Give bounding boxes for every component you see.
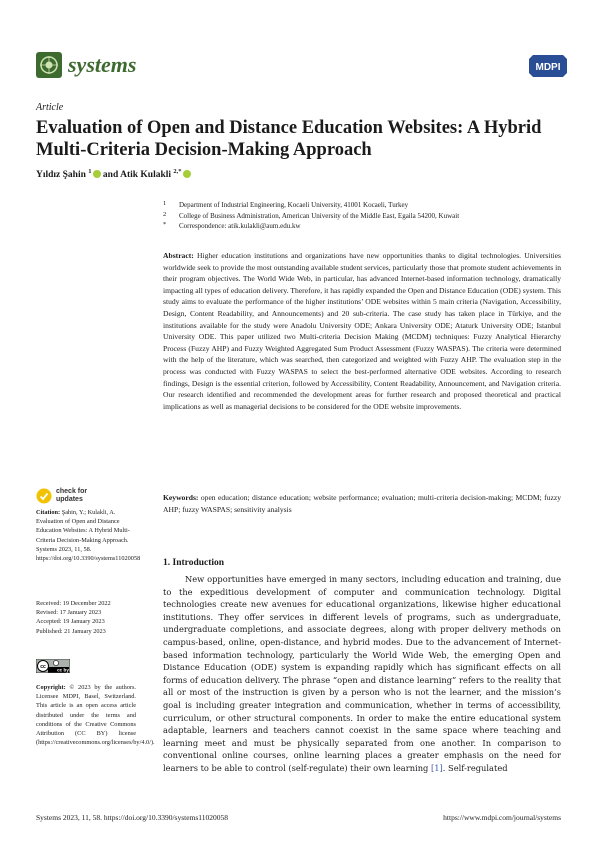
orcid-icon[interactable]: [93, 170, 101, 178]
check-for-updates-badge[interactable]: [36, 488, 98, 504]
keywords: [163, 492, 561, 515]
received-date: Received: 19 December 2022: [36, 600, 111, 607]
article-title: Evaluation of Open and Distance Education Websites: A Hybrid Multi-Criteria Decision-Making Approach: [36, 118, 542, 160]
affiliation-item: [163, 211, 563, 222]
orcid-icon[interactable]: [183, 170, 191, 178]
cc-license-badge[interactable]: [36, 658, 70, 677]
introduction-body: [163, 573, 561, 775]
reference-link[interactable]: [1]: [431, 762, 443, 773]
journal-emblem-icon: [36, 52, 62, 78]
accepted-date: Accepted: 19 January 2023: [36, 618, 105, 626]
check-updates-icon: [36, 488, 52, 504]
correspondence-text[interactable]: Correspondence: atik.kulakli@aum.edu.kw: [179, 222, 301, 230]
citation-label: Citation:: [36, 509, 61, 516]
journal-logo[interactable]: [36, 52, 136, 78]
revised-date: Revised: 17 January 2023: [36, 609, 102, 617]
section-heading: 1. Introduction: [163, 558, 225, 568]
svg-text:cc: cc: [40, 664, 46, 670]
published-date: Published: 21 January 2023: [36, 627, 106, 635]
affiliation-item: [163, 200, 563, 211]
copyright-label: Copyright:: [36, 684, 66, 691]
abstract-label: Abstract:: [163, 251, 194, 260]
copyright-text: © 2023 by the authors. Licensee MDPI, Basel, Switzerland. This article is an open access article distributed under the terms and conditions of the Creative Commons Attribution (CC BY) license (https://creativecommons.org/licenses/by/4.0/).: [36, 684, 155, 747]
author-name[interactable]: Yıldız Şahin: [36, 170, 86, 181]
abstract: [163, 250, 561, 412]
citation-block: [36, 508, 141, 563]
author-list: [36, 168, 191, 180]
affiliation-text: Department of Industrial Engineering, Kocaeli University, 41001 Kocaeli, Turkey: [179, 201, 409, 209]
footer-journal-url[interactable]: https://www.mdpi.com/journal/systems: [443, 813, 561, 822]
keywords-text: open education; distance education; website performance; evaluation; multi-criteria decision-making; MCDM; fuzzy AHP; fuzzy WASPAS; sensitivity analysis: [163, 493, 561, 514]
copyright-block: [36, 683, 155, 747]
abstract-text: Higher education institutions and organizations have new opportunities thanks to digital technologies. Universities worldwide seek to provide the most outstanding available student services, particularly those that promote student achievements in their program objectives. The World Wide Web, in particular, has advanced Internet-based information technology, dramatically impacting all types of education delivery. Therefore, it has rapidly expanded the Open and Distance Education (ODE) system. This study aims to evaluate the performance of the higher institutions’ ODE websites within 5 main criteria (Navigation, Accessibility, Design, Content Readability, and Announcements) and 20 sub-criteria. The case study has taken place in Türkiye, and the institutions available for the study were Anadolu University ODE; Ankara University ODE; Ataturk University ODE; Istanbul University ODE. This paper utilized two Multi-criteria Decision Making (MCDM) techniques: Fuzzy Analytical Hierarchy Process (Fuzzy AHP) and Fuzzy Weighted Aggregated Sum Product Assessment (Fuzzy WASPAS). The criteria were determined with the help of the literature, which was searched, then categorized and weighted with Fuzzy AHP. The evaluation step in the process was conducted with Fuzzy WASPAS to select the best-performed alternative ODE websites. According to research findings, Design is the essential criterion, followed by Accessibility, Content Readability, Announcement, and Navigation criteria. Our research identified and recommended the development areas for further research and proposed theoretical and practical implications as well as managerial decisions to be considered for the ODE website improvements.: [163, 251, 561, 411]
keywords-label: Keywords:: [163, 493, 199, 502]
affiliation-item: [163, 221, 563, 232]
affiliation-number: *: [163, 221, 167, 228]
affiliation-text: College of Business Administration, American University of the Middle East, Egaila 54200, Kuwait: [179, 211, 460, 220]
author-name[interactable]: Atik Kulakli: [120, 170, 172, 181]
footer-citation[interactable]: Systems 2023, 11, 58. https://doi.org/10.3390/systems11020058: [36, 813, 229, 822]
license-badge-text: cc by: [57, 667, 69, 673]
mdpi-logo-text: MDPI: [535, 62, 561, 73]
article-type: Article: [36, 102, 64, 113]
body-paragraph: [163, 573, 561, 775]
publisher-logo[interactable]: [529, 55, 567, 81]
affiliation-number: 2: [163, 210, 167, 218]
citation-text[interactable]: Şahin, Y.; Kulakli, A. Evaluation of Open and Distance Education Websites: A Hybrid Multi-Criteria Decision-Making Approach. Systems 2023, 11, 58. https://doi.org/10.3390/systems11020058: [36, 509, 141, 563]
affiliations: [163, 200, 563, 232]
affiliation-number: 1: [163, 200, 167, 207]
mdpi-logo-icon: [529, 55, 567, 77]
check-updates-text: check for updates: [56, 488, 88, 503]
cc-by-icon: [36, 659, 70, 673]
journal-name: systems: [68, 52, 137, 77]
author-affiliation-mark: 1: [88, 168, 92, 175]
publication-dates: [36, 599, 136, 636]
author-affiliation-mark: 2,*: [173, 168, 182, 175]
paragraph-text: New opportunities have emerged in many sectors, including education and training, due to the expeditious development of computer and communication technology. Digital technologies create new avenues for educational organizations, likewise higher educational institutions. They offer services in different levels of programs, such as undergraduate, undergraduate completions, and associate degrees, along with proper delivery methods on campus-based, online, open-distance, and hybrid modes. Due to the advancement of Internet-based information technology, particularly the World Wide Web, the emerging Open and Distance Education (ODE) system is expanding rapidly which has significant effects on all forms of education delivery. The phrase “open and distance learning” refers to the reality that all or most of the instruction is given by a person who is not the learner, and the mission’s goal is including greater integration and communication, whether in terms of accessibility, curriculum, or other structural components. In order to make the entire educational system adaptable, learners and teachers cannot coexist in the same space where teaching and learning meet and must be physically separated from one another. In comparison to conventional online courses, online learning places a greater emphasis on the need for learners to be able to control (self-regulate) their own learning: [163, 574, 561, 773]
author-conjunction: and: [102, 170, 119, 181]
paragraph-text: . Self-regulated: [442, 762, 508, 773]
